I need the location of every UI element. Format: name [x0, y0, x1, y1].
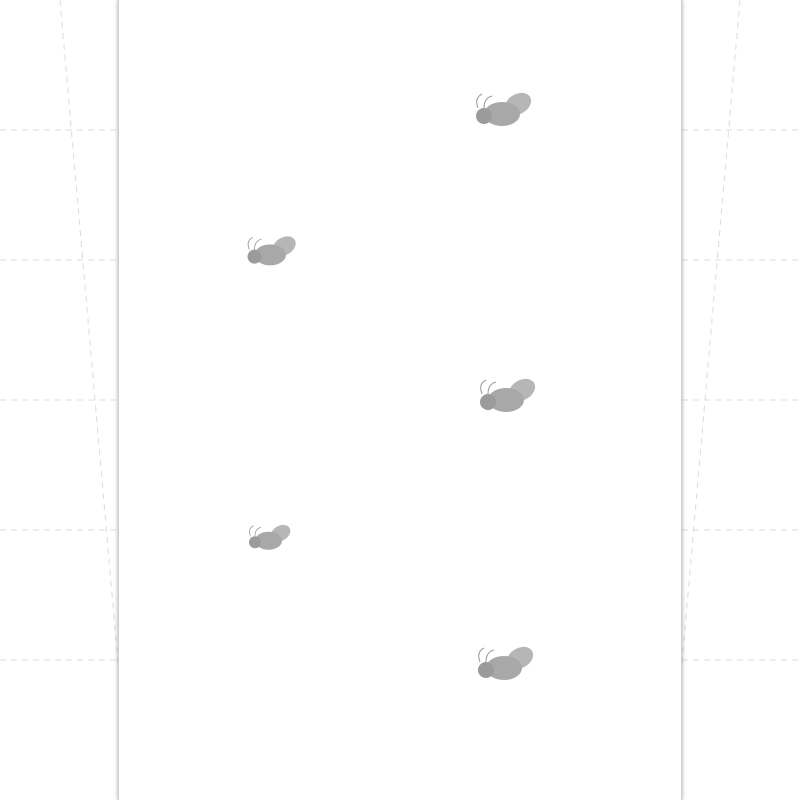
- bee-watermark-icon: [476, 372, 556, 426]
- bee-watermark-icon: [472, 86, 552, 140]
- worksheet-page: [118, 0, 682, 800]
- bee-watermark-icon: [246, 518, 306, 562]
- bee-watermark-icon: [474, 640, 554, 694]
- bee-watermark-icon: [244, 230, 314, 278]
